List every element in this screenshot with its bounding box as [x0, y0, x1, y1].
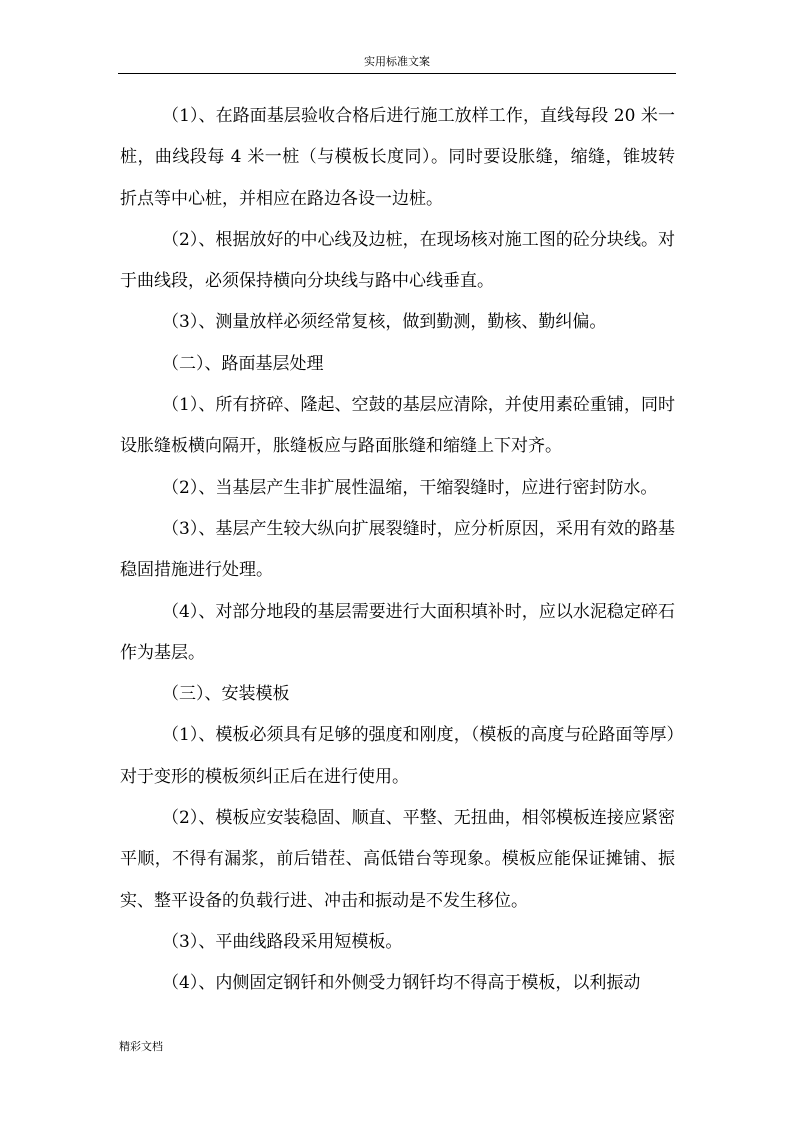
section-heading: （三）、安装模板 — [162, 684, 290, 705]
header-rule — [118, 73, 676, 74]
document-body — [120, 96, 675, 1005]
paragraph: （2）、模板应安装稳固、顺直、平整、无扭曲，相邻模板连接应紧密平顺，不得有漏浆，前后错茬、高低错台等现象。模板应能保证摊铺、振实、整平设备的负载行进、冲击和振动是不发生移位。 — [120, 808, 675, 911]
paragraph: （4）、对部分地段的基层需要进行大面积填补时，应以水泥稳定碎石作为基层。 — [120, 601, 675, 663]
page-footer: 精彩文档 — [119, 1040, 163, 1053]
paragraph: （1）、模板必须具有足够的强度和刚度，（模板的高度与砼路面等厚）对于变形的模板须纠正后在进行使用。 — [120, 725, 675, 787]
paragraph: （3）、基层产生较大纵向扩展裂缝时，应分析原因，采用有效的路基稳固措施进行处理。 — [120, 518, 675, 581]
paragraph: （2）、当基层产生非扩展性温缩，干缩裂缝时，应进行密封防水。 — [162, 477, 658, 498]
paragraph: （4）、内侧固定钢钎和外侧受力钢钎均不得高于模板，以利振动 — [162, 973, 641, 994]
paragraph: （1）、在路面基层验收合格后进行施工放样工作，直线每段 20 米一桩，曲线段每 4 米一桩（与模板长度同）。同时要设胀缝，缩缝，锥坡转折点等中心桩，并相应在路边各设一边桩。 — [120, 106, 675, 209]
page-header: 实用标准文案 — [364, 55, 430, 68]
section-heading: （二）、路面基层处理 — [162, 353, 324, 374]
paragraph: （1）、所有挤碎、隆起、空鼓的基层应清除，并使用素砼重铺，同时设胀缝板横向隔开，胀缝板应与路面胀缝和缩缝上下对齐。 — [120, 395, 675, 457]
paragraph: （3）、平曲线路段采用短模板。 — [162, 931, 403, 952]
paragraph: （3）、测量放样必须经常复核，做到勤测，勤核、勤纠偏。 — [162, 312, 607, 333]
paragraph: （2）、根据放好的中心线及边桩，在现场核对施工图的砼分块线。对于曲线段，必须保持横向分块线与路中心线垂直。 — [120, 229, 675, 292]
